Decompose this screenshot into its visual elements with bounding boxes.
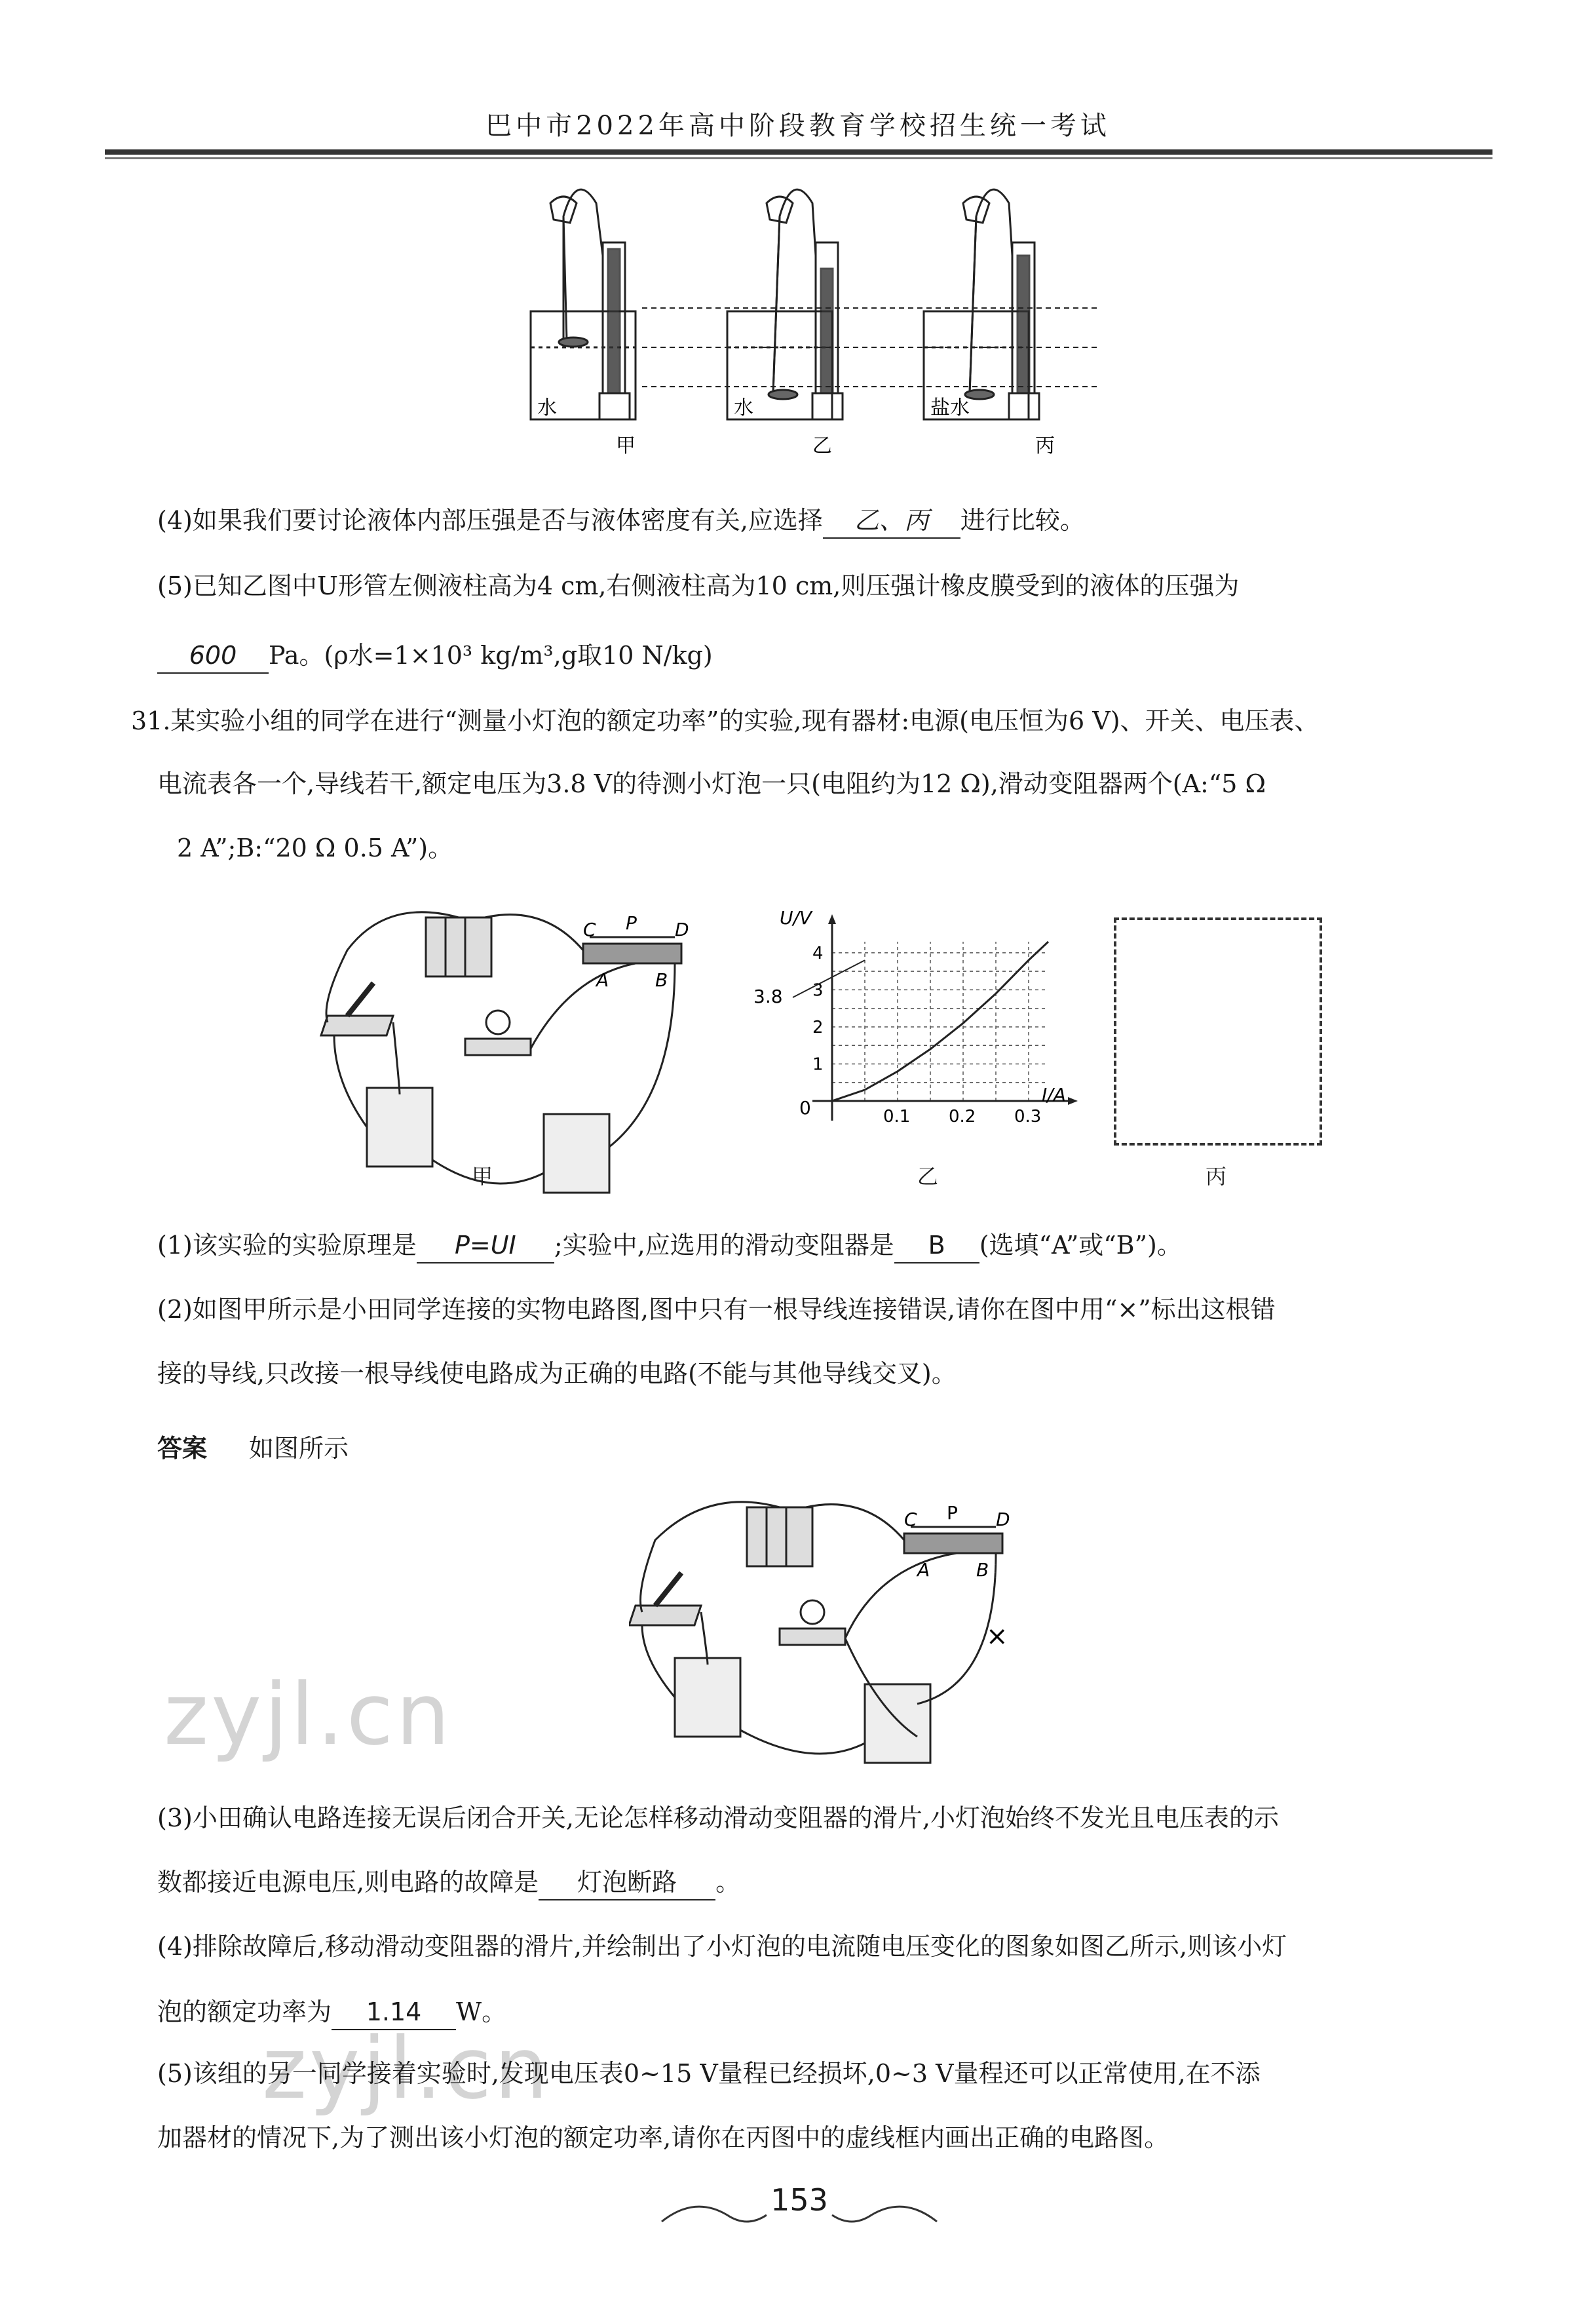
- answer-bulb-stand-icon: [780, 1629, 845, 1645]
- circuit-figure-jia: [308, 898, 727, 1199]
- answer-switch-icon: [629, 1606, 701, 1625]
- box-caption-bing: 丙: [1206, 1164, 1227, 1189]
- q31-part5-line2: 加器材的情况下,为了测出该小灯泡的额定功率,请你在丙图中的虚线框内画出正确的电路图。: [157, 2123, 1169, 2152]
- q31-line2: 电流表各一个,导线若干,额定电压为3.8 V的待测小灯泡一只(电阻约为12 Ω),滑动变阻器两个(A:“5 Ω: [157, 769, 1266, 798]
- chart-y-tick-label: 1: [812, 1054, 824, 1075]
- bulb-icon: [486, 1011, 510, 1034]
- rheostat-label-p: P: [626, 912, 637, 934]
- q30-p5-answer: 600: [157, 638, 269, 674]
- answer-rheostat-icon: [904, 1533, 1002, 1553]
- answer-circuit-figure: [629, 1488, 1048, 1769]
- q31-part3-line2: [157, 1865, 740, 1900]
- q31-part5-line1: (5)该组的另一同学接着实验时,发现电压表0~15 V量程已经损坏,0~3 V量程还可以正常使用,在不添: [157, 2059, 1261, 2088]
- ammeter-icon: [367, 1088, 432, 1167]
- answer-label-d: D: [996, 1509, 1010, 1530]
- beaker-label-2: 水: [734, 396, 753, 419]
- q31-part3-line1: (3)小田确认电路连接无误后闭合开关,无论怎样移动滑动变阻器的滑片,小灯泡始终不发光且电压表的示: [157, 1803, 1279, 1832]
- fig-caption-yi: 乙: [812, 434, 832, 457]
- q31-p1-suffix: (选填“A”或“B”)。: [979, 1231, 1182, 1260]
- rheostat-label-b: B: [655, 969, 668, 991]
- chart-annotation-arrow: [793, 960, 865, 997]
- fig-caption-bing: 丙: [1035, 434, 1055, 457]
- q30-p4-prefix: (4)如果我们要讨论液体内部压强是否与液体密度有关,应选择: [157, 506, 823, 535]
- pressure-gauge-figure: [511, 177, 1140, 465]
- header-rule-thin: [105, 157, 1492, 159]
- answer-label-a: A: [917, 1559, 930, 1581]
- rheostat-label-d: D: [675, 919, 689, 940]
- q31-p4-answer: 1.14: [332, 1995, 456, 2030]
- ui-chart: [734, 904, 1088, 1140]
- q31-part1: [157, 1228, 1182, 1263]
- header-rule: [105, 149, 1492, 155]
- watermark-2: zyjl.cn: [262, 2018, 551, 2118]
- q31-p4-suffix: W。: [456, 1997, 507, 2026]
- beaker-label-1: 水: [537, 396, 557, 419]
- error-cross-mark: ×: [986, 1621, 1008, 1651]
- q31-p3-suffix: 。: [715, 1868, 741, 1897]
- switch-icon: [321, 1016, 393, 1035]
- q30-part4: [157, 503, 1085, 539]
- q31-part2-line1: (2)如图甲所示是小田同学连接的实物电路图,图中只有一根导线连接错误,请你在图中用“×”标出这根错: [157, 1295, 1276, 1324]
- chart-annotation: 3.8: [753, 986, 783, 1007]
- chart-grid: [832, 942, 1048, 1101]
- chart-y-tick-label: 2: [812, 1017, 824, 1037]
- rheostat-label-a: A: [596, 969, 609, 991]
- q31-p1-prefix: (1)该实验的实验原理是: [157, 1231, 417, 1260]
- answer-text: 如图所示: [249, 1434, 349, 1463]
- q30-p4-suffix: 进行比较。: [960, 506, 1085, 535]
- chart-x-arrow: [1068, 1097, 1078, 1105]
- q30-p5-suffix: Pa。(ρ水=1×10³ kg/m³,g取10 N/kg): [269, 641, 713, 670]
- q30-part5-line1: (5)已知乙图中U形管左侧液柱高为4 cm,右侧液柱高为10 cm,则压强计橡皮膜受到的液体的压强为: [157, 571, 1240, 600]
- chart-y-tick-label: 4: [812, 943, 824, 963]
- q31-p1-mid: ;实验中,应选用的滑动变阻器是: [554, 1231, 894, 1260]
- answer-label-b: B: [976, 1559, 989, 1581]
- chart-x-tick-label: 0.3: [1014, 1107, 1042, 1127]
- answer-label-p: P: [947, 1502, 958, 1524]
- answer-label: 答案: [157, 1433, 208, 1463]
- gauge-setup-yi: [727, 189, 843, 419]
- q30-p4-answer: 乙、丙: [823, 503, 960, 539]
- answer-voltmeter-icon: [865, 1684, 930, 1763]
- q31-part2-line2: 接的导线,只改接一根导线使电路成为正确的电路(不能与其他导线交叉)。: [157, 1359, 957, 1388]
- chart-x-tick-label: 0.1: [883, 1107, 911, 1127]
- q31-line3: 2 A”;B:“20 Ω 0.5 A”)。: [177, 834, 453, 862]
- page-header-title: 巴中市2022年高中阶段教育学校招生统一考试: [485, 111, 1111, 141]
- chart-y-tick-label: 3: [812, 980, 824, 1001]
- watermark-1: zyjl.cn: [164, 1665, 453, 1764]
- chart-ylabel: U/V: [780, 907, 812, 929]
- answer-battery-icon: [747, 1507, 812, 1566]
- q31-part4-line1: (4)排除故障后,移动滑动变阻器的滑片,并绘制出了小灯泡的电流随电压变化的图象如图乙所示,则该小灯: [157, 1932, 1287, 1961]
- q31-part4-line2: [157, 1995, 506, 2030]
- beaker-label-3: 盐水: [930, 396, 970, 419]
- answer-bulb-icon: [801, 1600, 824, 1624]
- battery-icon: [426, 917, 491, 976]
- chart-xlabel: I/A: [1042, 1084, 1066, 1106]
- circuit-drawing-box[interactable]: [1114, 917, 1322, 1146]
- q31-p3-prefix: 数都接近电源电压,则电路的故障是: [157, 1868, 539, 1897]
- fig-caption-jia: 甲: [616, 434, 636, 457]
- gauge-setup-bing: [924, 189, 1039, 419]
- rheostat-label-c: C: [583, 919, 596, 940]
- chart-x-tick-label: 0.2: [949, 1107, 976, 1127]
- q30-part5-line2: [157, 638, 713, 674]
- chart-caption-yi: 乙: [917, 1164, 939, 1189]
- gauge-setup-jia: [531, 189, 636, 419]
- rheostat-icon: [583, 944, 681, 963]
- voltmeter-icon: [544, 1114, 609, 1193]
- circuit-caption-jia: 甲: [472, 1164, 493, 1189]
- q31-p1-answer: P=UI: [417, 1228, 554, 1263]
- chart-y-arrow: [828, 914, 836, 924]
- q31-line1: 31.某实验小组的同学在进行“测量小灯泡的额定功率”的实验,现有器材:电源(电压恒为6 V)、开关、电压表、: [131, 706, 1320, 735]
- q31-p3-answer: 灯泡断路: [539, 1865, 715, 1900]
- bulb-stand-icon: [465, 1039, 531, 1055]
- chart-origin-label: 0: [799, 1097, 811, 1119]
- q31-p1-answer2: B: [894, 1228, 979, 1263]
- answer-ammeter-icon: [675, 1658, 740, 1737]
- answer-label-c: C: [904, 1509, 917, 1530]
- page-number: 153: [770, 2182, 828, 2218]
- q31-p4-prefix: 泡的额定功率为: [157, 1997, 332, 2026]
